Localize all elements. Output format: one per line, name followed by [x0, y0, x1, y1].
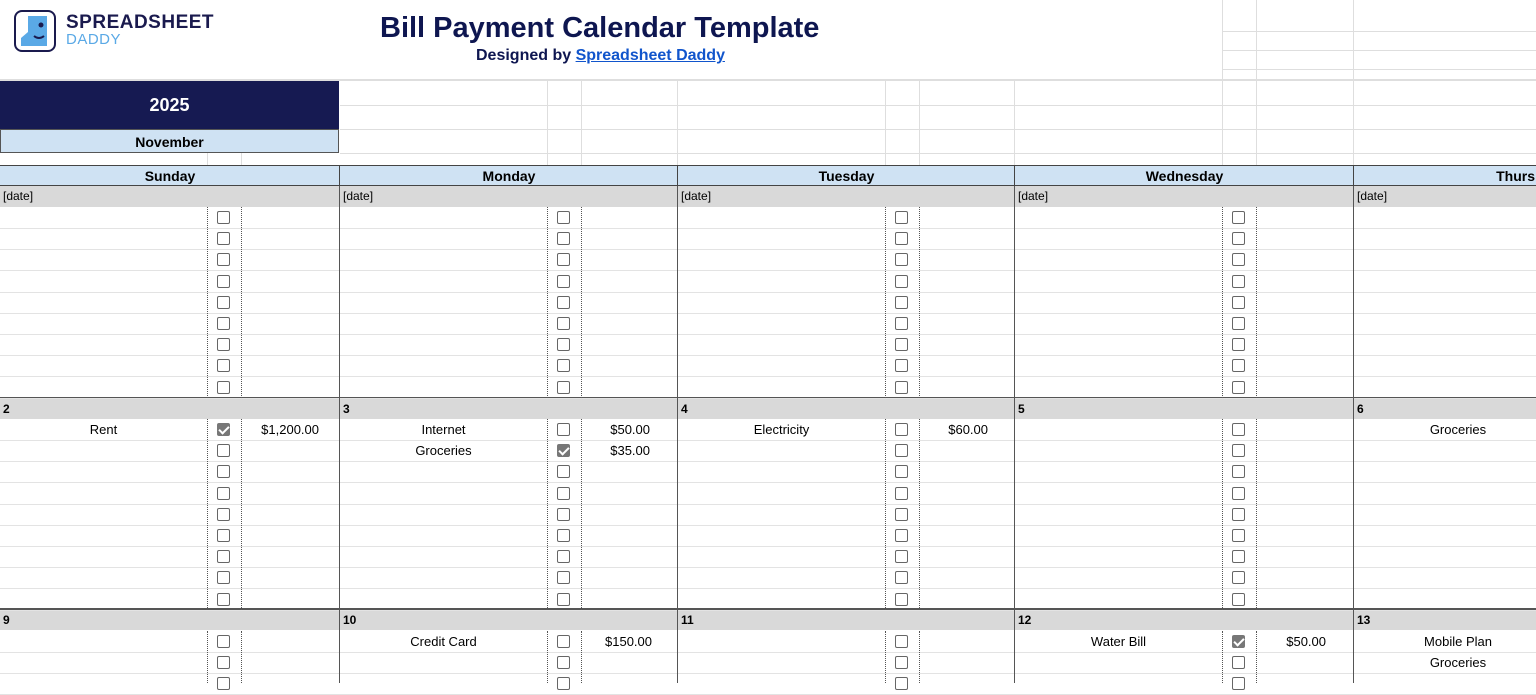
column-divider: [207, 631, 208, 683]
paid-checkbox[interactable]: [217, 275, 230, 288]
paid-checkbox[interactable]: [557, 635, 570, 648]
row-divider: [0, 652, 1536, 653]
paid-checkbox[interactable]: [895, 275, 908, 288]
bill-name[interactable]: Groceries: [1429, 422, 1487, 437]
column-divider: [919, 631, 920, 683]
row-divider: [0, 249, 1536, 250]
paid-checkbox[interactable]: [1232, 338, 1245, 351]
paid-checkbox[interactable]: [895, 593, 908, 606]
paid-checkbox[interactable]: [217, 381, 230, 394]
paid-checkbox[interactable]: [1232, 593, 1245, 606]
row-divider: [0, 228, 1536, 229]
subtitle-prefix: Designed by: [476, 47, 576, 64]
column-divider: [885, 631, 886, 683]
paid-checkbox[interactable]: [217, 211, 230, 224]
row-divider: [0, 610, 1536, 611]
column-divider: [547, 631, 548, 683]
day-header-wednesday: Wednesday: [1014, 165, 1354, 186]
week-divider: [0, 397, 1536, 398]
column-divider: [1256, 207, 1257, 398]
paid-checkbox[interactable]: [895, 487, 908, 500]
paid-checkbox[interactable]: [895, 317, 908, 330]
grid-line: [1222, 81, 1223, 165]
grid-line: [207, 153, 208, 165]
paid-checkbox[interactable]: [1232, 444, 1245, 457]
bill-name[interactable]: Internet: [421, 422, 466, 437]
paid-checkbox[interactable]: [217, 635, 230, 648]
bill-amount[interactable]: $50.00: [1286, 634, 1326, 649]
paid-checkbox[interactable]: [217, 338, 230, 351]
page-title: Bill Payment Calendar Template: [380, 12, 820, 44]
row-divider: [0, 376, 1536, 377]
column-divider: [919, 207, 920, 398]
grid-line: [241, 153, 242, 165]
paid-checkbox[interactable]: [895, 338, 908, 351]
grid-line: [1222, 0, 1223, 79]
column-divider: [1222, 207, 1223, 398]
row-divider: [0, 546, 1536, 547]
paid-checkbox[interactable]: [557, 571, 570, 584]
paid-checkbox[interactable]: [1232, 529, 1245, 542]
paid-checkbox[interactable]: [1232, 296, 1245, 309]
column-divider: [207, 207, 208, 398]
paid-checkbox[interactable]: [217, 487, 230, 500]
row-divider: [0, 313, 1536, 314]
paid-checkbox[interactable]: [895, 508, 908, 521]
row-divider: [0, 673, 1536, 674]
paid-checkbox[interactable]: [557, 253, 570, 266]
paid-checkbox[interactable]: [1232, 677, 1245, 690]
date-cell[interactable]: 5: [1015, 398, 1353, 419]
column-divider: [919, 419, 920, 610]
column-divider: [241, 207, 242, 398]
paid-checkbox[interactable]: [217, 465, 230, 478]
paid-checkbox[interactable]: [217, 571, 230, 584]
paid-checkbox[interactable]: [1232, 465, 1245, 478]
paid-checkbox[interactable]: [895, 211, 908, 224]
grid-line: [340, 153, 1536, 154]
paid-checkbox[interactable]: [557, 550, 570, 563]
row-divider: [0, 482, 1536, 483]
paid-checkbox[interactable]: [1232, 550, 1245, 563]
paid-checkbox[interactable]: [217, 359, 230, 372]
grid-line: [1256, 0, 1257, 79]
paid-checkbox[interactable]: [895, 635, 908, 648]
paid-checkbox[interactable]: [217, 232, 230, 245]
row-divider: [0, 567, 1536, 568]
paid-checkbox[interactable]: [217, 550, 230, 563]
paid-checkbox[interactable]: [217, 677, 230, 690]
month-header: November: [0, 129, 339, 153]
column-divider: [547, 207, 548, 398]
paid-checkbox[interactable]: [895, 423, 908, 436]
paid-checkbox[interactable]: [557, 232, 570, 245]
week-divider: [0, 608, 1536, 609]
bill-amount[interactable]: $60.00: [948, 422, 988, 437]
row-divider: [0, 440, 1536, 441]
column-divider: [885, 207, 886, 398]
paid-checkbox[interactable]: [1232, 571, 1245, 584]
bill-name[interactable]: Rent: [89, 422, 118, 437]
grid-line: [919, 81, 920, 165]
paid-checkbox[interactable]: [557, 677, 570, 690]
grid-line: [1353, 81, 1354, 165]
row-divider: [0, 588, 1536, 589]
paid-checkbox[interactable]: [217, 296, 230, 309]
day-header-tuesday: Tuesday: [677, 165, 1015, 186]
paid-checkbox[interactable]: [557, 296, 570, 309]
column-divider: [1222, 631, 1223, 683]
paid-checkbox[interactable]: [1232, 232, 1245, 245]
row-divider: [0, 398, 1536, 399]
column-divider: [207, 419, 208, 610]
paid-checkbox[interactable]: [895, 296, 908, 309]
paid-checkbox[interactable]: [557, 465, 570, 478]
paid-checkbox[interactable]: [1232, 211, 1245, 224]
date-cell[interactable]: 6: [1354, 398, 1536, 419]
paid-checkbox[interactable]: [895, 253, 908, 266]
grid-line: [677, 81, 678, 165]
paid-checkbox[interactable]: [1232, 253, 1245, 266]
grid-line: [1222, 69, 1536, 70]
paid-checkbox[interactable]: [557, 593, 570, 606]
row-divider: [0, 525, 1536, 526]
row-divider: [0, 355, 1536, 356]
paid-checkbox[interactable]: [895, 656, 908, 669]
paid-checkbox[interactable]: [1232, 487, 1245, 500]
grid-line: [1222, 31, 1536, 32]
grid-line: [1014, 81, 1015, 165]
paid-checkbox[interactable]: [895, 550, 908, 563]
date-cell[interactable]: 12: [1015, 609, 1353, 630]
date-cell[interactable]: 3: [340, 398, 677, 419]
paid-checkbox[interactable]: [895, 529, 908, 542]
paid-checkbox[interactable]: [217, 444, 230, 457]
paid-checkbox[interactable]: [895, 571, 908, 584]
grid-line: [581, 81, 582, 165]
paid-checkbox[interactable]: [895, 465, 908, 478]
paid-checkbox[interactable]: [557, 487, 570, 500]
column-divider: [241, 631, 242, 683]
paid-checkbox[interactable]: [1232, 275, 1245, 288]
date-cell[interactable]: [date]: [1015, 186, 1353, 207]
grid-line: [1222, 50, 1536, 51]
paid-checkbox[interactable]: [557, 423, 570, 436]
bill-name[interactable]: Water Bill: [1090, 634, 1147, 649]
paid-checkbox[interactable]: [557, 275, 570, 288]
paid-checkbox[interactable]: [217, 253, 230, 266]
brand-name: SPREADSHEET: [66, 12, 215, 33]
row-divider: [0, 334, 1536, 335]
paid-checkbox[interactable]: [557, 211, 570, 224]
grid-line: [1353, 0, 1354, 79]
paid-checkbox[interactable]: [557, 508, 570, 521]
column-divider: [581, 207, 582, 398]
page-subtitle: [476, 47, 725, 65]
column-divider: [1222, 419, 1223, 610]
bill-name[interactable]: Groceries: [415, 443, 472, 458]
date-cell[interactable]: [date]: [1354, 186, 1536, 207]
bill-amount[interactable]: $150.00: [605, 634, 652, 649]
date-cell[interactable]: [date]: [0, 186, 339, 207]
column-divider: [547, 419, 548, 610]
bill-amount[interactable]: $35.00: [610, 443, 650, 458]
paid-checkbox[interactable]: [1232, 508, 1245, 521]
row-divider: [0, 461, 1536, 462]
paid-checkbox[interactable]: [217, 593, 230, 606]
paid-checkbox[interactable]: [557, 444, 570, 457]
column-divider: [885, 419, 886, 610]
bill-name[interactable]: Groceries: [1429, 655, 1487, 670]
paid-checkbox[interactable]: [557, 338, 570, 351]
date-cell[interactable]: 11: [678, 609, 1014, 630]
date-cell[interactable]: 4: [678, 398, 1014, 419]
grid-line: [885, 81, 886, 165]
bill-amount[interactable]: $50.00: [610, 422, 650, 437]
column-divider: [241, 419, 242, 610]
brand-subname: DADDY: [66, 31, 122, 48]
date-cell[interactable]: 2: [0, 398, 339, 419]
day-header-thursday: Thurs: [1353, 165, 1536, 186]
paid-checkbox[interactable]: [557, 381, 570, 394]
paid-checkbox[interactable]: [895, 232, 908, 245]
designer-link[interactable]: Spreadsheet Daddy: [575, 47, 725, 64]
date-cell[interactable]: 9: [0, 609, 339, 630]
grid-line: [340, 105, 1536, 106]
paid-checkbox[interactable]: [895, 381, 908, 394]
day-header-sunday: Sunday: [0, 165, 340, 186]
paid-checkbox[interactable]: [1232, 381, 1245, 394]
paid-checkbox[interactable]: [1232, 656, 1245, 669]
paid-checkbox[interactable]: [557, 656, 570, 669]
paid-checkbox[interactable]: [217, 508, 230, 521]
paid-checkbox[interactable]: [557, 317, 570, 330]
row-divider: [0, 292, 1536, 293]
paid-checkbox[interactable]: [217, 529, 230, 542]
paid-checkbox[interactable]: [557, 529, 570, 542]
brand-logo: [14, 10, 56, 52]
date-cell[interactable]: 13: [1354, 609, 1536, 630]
paid-checkbox[interactable]: [1232, 359, 1245, 372]
row-divider: [0, 270, 1536, 271]
bill-amount[interactable]: $1,200.00: [261, 422, 319, 437]
grid-line: [340, 129, 1536, 130]
bill-name[interactable]: Credit Card: [410, 634, 477, 649]
face-icon: [16, 12, 54, 50]
date-cell[interactable]: [date]: [340, 186, 677, 207]
date-cell[interactable]: 10: [340, 609, 677, 630]
paid-checkbox[interactable]: [895, 444, 908, 457]
paid-checkbox[interactable]: [1232, 317, 1245, 330]
paid-checkbox[interactable]: [895, 359, 908, 372]
paid-checkbox[interactable]: [557, 359, 570, 372]
paid-checkbox[interactable]: [1232, 423, 1245, 436]
paid-checkbox[interactable]: [1232, 635, 1245, 648]
column-divider: [1256, 419, 1257, 610]
year-header: 2025: [0, 81, 339, 129]
paid-checkbox[interactable]: [217, 317, 230, 330]
day-header-monday: Monday: [339, 165, 678, 186]
grid-line: [1256, 81, 1257, 165]
date-cell[interactable]: [date]: [678, 186, 1014, 207]
grid-line: [547, 81, 548, 165]
paid-checkbox[interactable]: [217, 423, 230, 436]
bill-name[interactable]: Mobile Plan: [1424, 634, 1492, 649]
paid-checkbox[interactable]: [217, 656, 230, 669]
paid-checkbox[interactable]: [895, 677, 908, 690]
row-divider: [0, 504, 1536, 505]
bill-name[interactable]: Electricity: [753, 422, 810, 437]
